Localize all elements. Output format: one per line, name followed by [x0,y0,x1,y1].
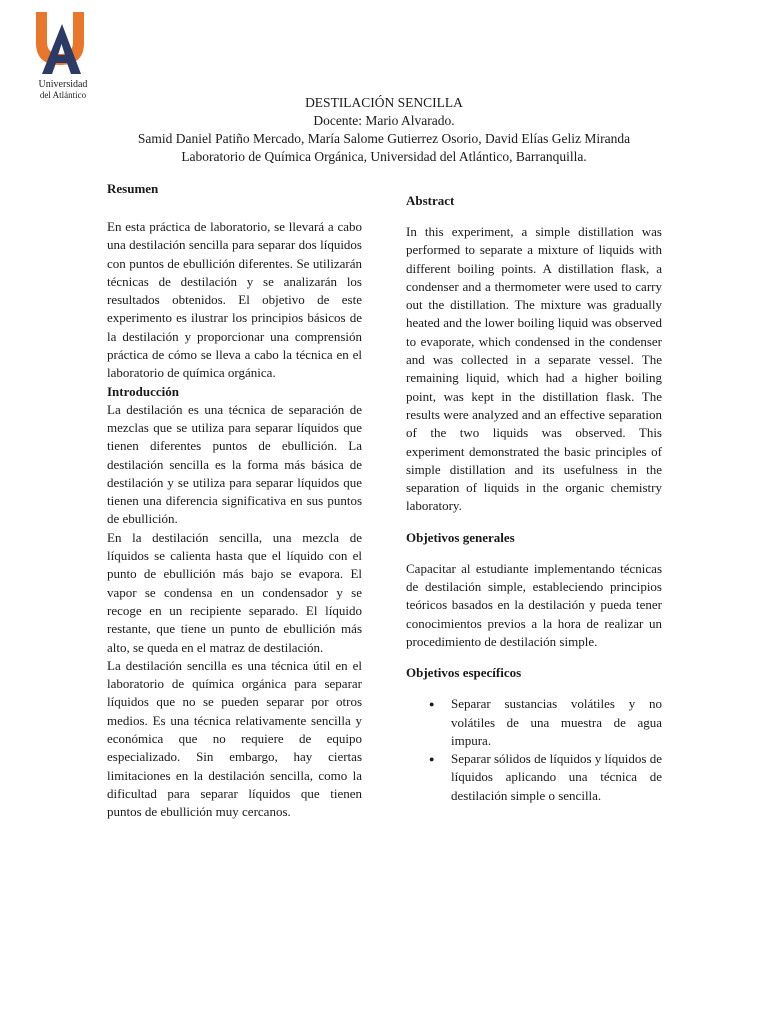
objetivos-generales-heading: Objetivos generales [406,529,515,545]
resumen-paragraph: En esta práctica de laboratorio, se llevará a cabo una destilación sencilla para separar dos líquidos con puntos de ebullición diferentes. Se utilizarán técnicas de destilación y se analizarán los resultados obtenidos. El objetivo de este experimento es ilustrar los principios básicos de la destilación y proporcionar una comprensión práctica de cómo se lleva a cabo la técnica en el laboratorio de química orgánica. [107,219,362,381]
paper-title: DESTILACIÓN SENCILLA [305,95,463,110]
intro-paragraph-1: La destilación es una técnica de separación de mezclas que se utiliza para separar líquidos que tienen diferentes puntos de ebullición. La destilación sencilla es la forma más básica de destilación y se utiliza para separar líquidos que tienen una diferencia significativa en sus puntos de ebullición. [107,401,362,527]
objetivos-especificos-list [406,695,662,805]
university-logo-icon [34,10,90,76]
intro-paragraph-2: En la destilación sencilla, una mezcla de líquidos se calienta hasta que el líquido con el punto de ebullición más bajo se evapora. El vapor se condensa en un condensador y se recoge en un recipiente separado. El líquido restante, que tiene un punto de ebullición más alto, se queda en el matraz de destilación. [107,529,362,655]
right-column [406,192,662,805]
logo-line-2: del Atlántico [39,90,87,100]
logo-line-1: Universidad [38,79,88,90]
paper-affiliation: Laboratorio de Química Orgánica, Universidad del Atlántico, Barranquilla. [181,149,587,164]
paper-header [0,94,768,166]
resumen-heading: Resumen [107,181,159,196]
introduccion-heading: Introducción [107,383,179,399]
university-logo [30,10,96,100]
paper-teacher: Docente: Mario Alvarado. [313,113,455,128]
left-column [107,180,362,822]
abstract-heading: Abstract [406,193,455,208]
intro-paragraph-3: La destilación sencilla es una técnica útil en el laboratorio de química orgánica para separar líquidos que no se pueden separar por otros medios. Es una técnica relativamente sencilla y económica que no requiere de equipo especializado. Sin embargo, hay ciertas limitaciones en la destilación sencilla, como la dificultad para separar líquidos que tienen puntos de ebullición muy cercanos. [107,657,362,820]
paper-authors: Samid Daniel Patiño Mercado, María Salome Gutierrez Osorio, David Elías Geliz Miranda [137,131,631,146]
list-item: ● Separar sólidos de líquidos y líquidos de líquidos aplicando una técnica de destilación simple o sencilla. [451,750,662,805]
objetivos-especificos-heading: Objetivos específicos [406,665,522,681]
objetivos-generales-paragraph: Capacitar al estudiante implementando técnicas de destilación simple, estableciendo principios teóricos basados en la destilación y pueda tener conocimientos previos a la hora de realizar un procedimiento de destilación simple. [406,560,662,649]
abstract-paragraph: In this experiment, a simple distillation was performed to separate a mixture of liquids with different boiling points. A distillation flask, a condenser and a thermometer were used to carry out the distillation. The mixture was gradually heated and the lower boiling liquid was observed to evaporate, which condensed in the condenser and was collected in a separate vessel. The remaining liquid, which had a higher boiling point, was kept in the distillation flask. The results were analyzed and an effective separation of the two liquids was observed. This experiment demonstrated the basic principles of simple distillation and its usefulness in the separation of liquids in the organic chemistry laboratory. [406,224,662,514]
list-item: ● Separar sustancias volátiles y no volátiles de una muestra de agua impura. [451,695,662,750]
